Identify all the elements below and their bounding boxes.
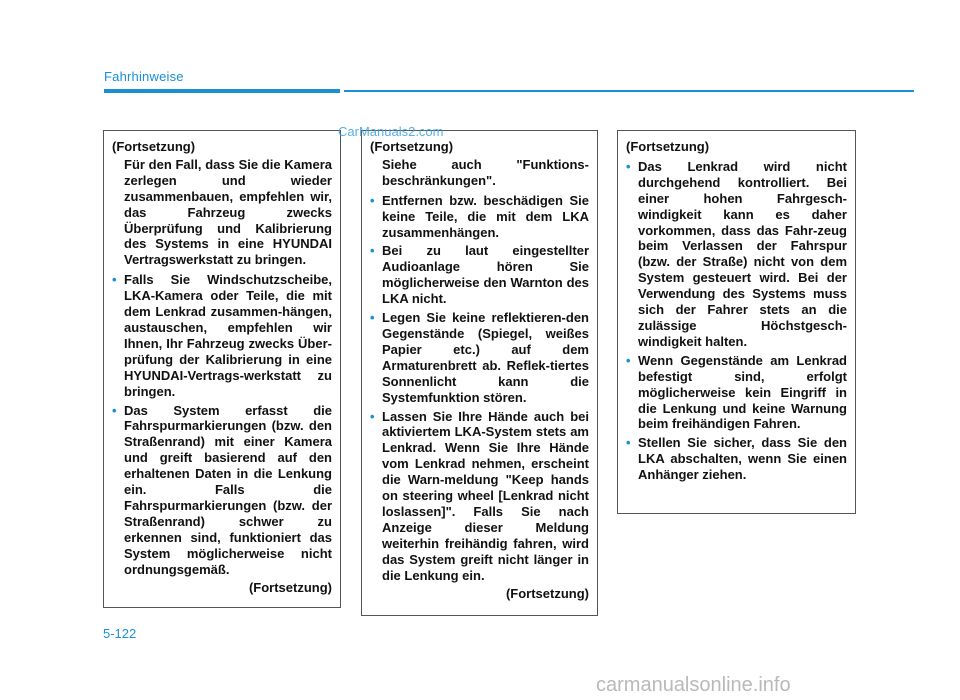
section-title: Fahrhinweise — [104, 69, 184, 84]
bullet-dot-icon: • — [626, 352, 631, 368]
column-1-box — [103, 130, 341, 608]
watermark-top: CarManuals2.com — [338, 124, 444, 139]
bullet-list — [112, 272, 332, 577]
column-3-box — [617, 130, 856, 514]
bullet-dot-icon: • — [370, 310, 375, 326]
continuation-start-label: (Fortsetzung) — [112, 139, 196, 154]
bullet-dot-icon: • — [626, 158, 631, 174]
bullet-dot-icon: • — [112, 272, 117, 288]
list-item: • Lassen Sie Ihre Hände auch bei aktiviertem LKA-System stets am Lenkrad. Wenn Sie Ihre Hände vom Lenkrad nehmen, erscheint die Warn-meldung "Keep hands on steering wheel [Lenkrad nicht loslassen]". Falls Sie nach Anzeige dieser Meldung weiterhin freihändig fahren, wird das System greift nicht länger in die Lenkung ein. — [370, 408, 589, 583]
bullet-dot-icon: • — [370, 192, 375, 208]
bullet-dot-icon: • — [626, 435, 631, 451]
bullet-dot-icon: • — [370, 243, 375, 259]
bullet-list — [370, 193, 589, 584]
list-item: • Entfernen bzw. beschädigen Sie keine Teile, die mit dem LKA zusammenhängen. — [370, 192, 589, 240]
list-item: • Stellen Sie sicher, dass Sie den LKA abschalten, wenn Sie einen Anhänger ziehen. — [626, 435, 847, 483]
bullet-dot-icon: • — [370, 408, 375, 424]
bullet-dot-icon: • — [112, 402, 117, 418]
intro-paragraph: Siehe auch "Funktions-beschränkungen". — [382, 156, 589, 188]
header-rule-thin — [344, 90, 914, 92]
list-item: • Das System erfasst die Fahrspurmarkierungen (bzw. den Straßenrand) mit einer Kamera und greift basierend auf den erhaltenen Daten in die Lenkung ein. Falls die Fahrspurmarkierungen (bzw. der Straßenrand) schwer zu erkennen sind, funktioniert das System möglicherweise nicht ordnungsgemäß. — [112, 402, 332, 577]
bullet-list — [626, 159, 847, 483]
list-item: • Falls Sie Windschutzscheibe, LKA-Kamera oder Teile, die mit dem Lenkrad zusammen-hängen, austauschen, empfehlen wir Ihnen, Ihr Fahrzeug zwecks Über-prüfung der Kalibrierung in eine HYUNDAI-Vertrags-werkstatt zu bringen. — [112, 272, 332, 399]
continuation-end-label: (Fortsetzung) — [248, 580, 332, 596]
list-item: • Das Lenkrad wird nicht durchgehend kontrolliert. Bei einer hohen Fahrgesch-windigkeit kann es daher vorkommen, dass das Fahr-zeug beim Verlassen der Fahrspur (bzw. der Straße) nicht von dem System gesteuert wird. Bei der Verwendung des Systems muss sich der Fahrer stets an die zulässige Höchstgesch-windigkeit halten. — [626, 158, 847, 349]
footer-watermark: carmanualsonline.info — [596, 674, 791, 696]
header-rule-thick — [104, 89, 340, 93]
continuation-end-label: (Fortsetzung) — [505, 586, 589, 602]
list-item: • Wenn Gegenstände am Lenkrad befestigt sind, erfolgt möglicherweise kein Eingriff in die Lenkung und keine Warnung beim freihändigen Fahren. — [626, 352, 847, 432]
continuation-start-label: (Fortsetzung) — [626, 139, 710, 154]
column-2-box — [361, 130, 598, 616]
list-item: • Bei zu laut eingestellter Audioanlage hören Sie möglicherweise den Warnton des LKA nicht. — [370, 243, 589, 307]
continuation-start-label: (Fortsetzung) — [370, 139, 454, 154]
page-number: 5-122 — [103, 626, 137, 641]
list-item: • Legen Sie keine reflektieren-den Gegenstände (Spiegel, weißes Papier etc.) auf dem Armaturenbrett ab. Reflek-tiertes Sonnenlicht kann die Systemfunktion stören. — [370, 310, 589, 405]
intro-paragraph: Für den Fall, dass Sie die Kamera zerlegen und wieder zusammenbauen, empfehlen wir, das Fahrzeug zwecks Überprüfung und Kalibrierung des Systems in eine HYUNDAI Vertragswerkstatt zu bringen. — [124, 156, 332, 268]
